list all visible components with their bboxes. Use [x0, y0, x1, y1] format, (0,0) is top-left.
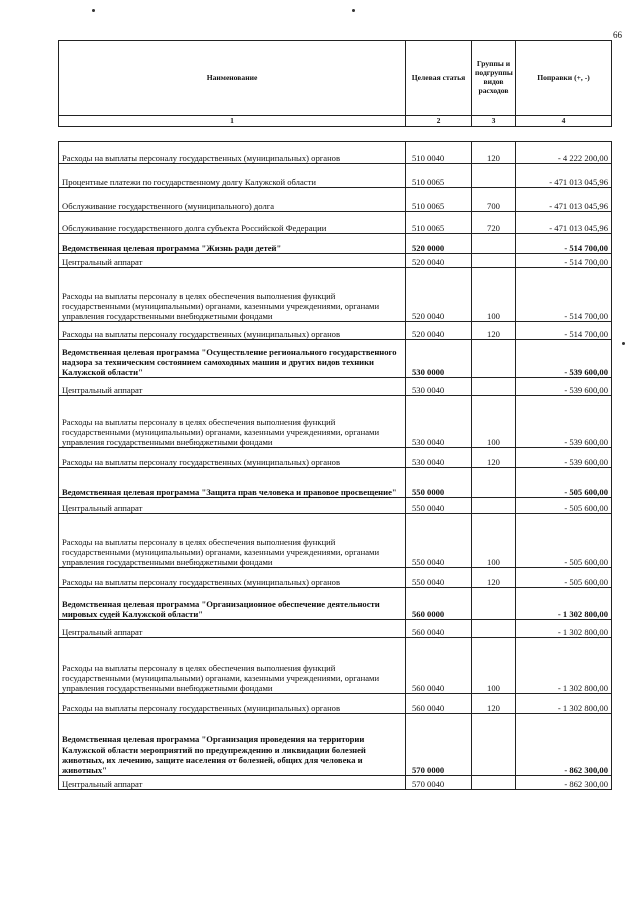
- row-amount: - 1 302 800,00: [516, 588, 612, 620]
- row-amount: - 539 600,00: [516, 340, 612, 378]
- row-group: [472, 588, 516, 620]
- row-code: 570 0000: [406, 714, 472, 776]
- table-row: [59, 234, 612, 254]
- table-row: [59, 396, 612, 448]
- scan-speck: [622, 342, 625, 345]
- row-group: [472, 340, 516, 378]
- row-name: Расходы на выплаты персоналу в целях обеспечения выполнения функций государственными (муниципальными) органами, казенными учреждениями, органами управления государственными внебюджетными фондами: [59, 396, 406, 448]
- row-amount: - 1 302 800,00: [516, 620, 612, 638]
- row-amount: - 505 600,00: [516, 498, 612, 514]
- header-col-number: 3: [472, 116, 516, 127]
- row-amount: - 471 013 045,96: [516, 188, 612, 212]
- row-code: 560 0040: [406, 638, 472, 694]
- row-amount: - 539 600,00: [516, 396, 612, 448]
- table-row: [59, 568, 612, 588]
- row-group: [472, 378, 516, 396]
- row-name: Расходы на выплаты персоналу в целях обеспечения выполнения функций государственными (муниципальными) органами, казенными учреждениями, органами управления государственными внебюджетными фондами: [59, 638, 406, 694]
- table-row: [59, 498, 612, 514]
- row-code: 510 0065: [406, 164, 472, 188]
- table-row: [59, 322, 612, 340]
- row-name: Расходы на выплаты персоналу государственных (муниципальных) органов: [59, 448, 406, 468]
- row-group: [472, 714, 516, 776]
- row-code: 520 0000: [406, 234, 472, 254]
- row-name: Центральный аппарат: [59, 254, 406, 268]
- table-row: [59, 694, 612, 714]
- row-name: Расходы на выплаты персоналу в целях обеспечения выполнения функций государственными (муниципальными) органами, казенными учреждениями, органами управления государственными внебюджетными фондами: [59, 514, 406, 568]
- row-amount: - 514 700,00: [516, 322, 612, 340]
- row-amount: - 862 300,00: [516, 714, 612, 776]
- row-group: 120: [472, 694, 516, 714]
- header-name: Наименование: [59, 41, 406, 116]
- table-row: [59, 514, 612, 568]
- table-row: [59, 714, 612, 776]
- page-number: 66: [613, 30, 622, 40]
- header-amount: Поправки (+, -): [516, 41, 612, 116]
- row-group: [472, 234, 516, 254]
- row-amount: - 471 013 045,96: [516, 212, 612, 234]
- row-group: [472, 498, 516, 514]
- row-name: Центральный аппарат: [59, 620, 406, 638]
- row-name: Расходы на выплаты персоналу в целях обеспечения выполнения функций государственными (муниципальными) органами, казенными учреждениями, органами управления государственными внебюджетными фондами: [59, 268, 406, 322]
- header-col-number: 4: [516, 116, 612, 127]
- table-row: [59, 638, 612, 694]
- table-row: [59, 776, 612, 790]
- row-name: Ведомственная целевая программа "Защита прав человека и правовое просвещение": [59, 468, 406, 498]
- row-group: [472, 254, 516, 268]
- table-row: [59, 254, 612, 268]
- row-code: 530 0040: [406, 448, 472, 468]
- row-group: 100: [472, 396, 516, 448]
- row-group: 720: [472, 212, 516, 234]
- row-name: Обслуживание государственного (муниципального) долга: [59, 188, 406, 212]
- header-col-number: 2: [406, 116, 472, 127]
- row-name: Процентные платежи по государственному долгу Калужской области: [59, 164, 406, 188]
- row-amount: - 514 700,00: [516, 234, 612, 254]
- row-group: [472, 468, 516, 498]
- row-code: 510 0065: [406, 188, 472, 212]
- header-group: Группы и подгруппы видов расходов: [472, 41, 516, 116]
- row-code: 510 0065: [406, 212, 472, 234]
- row-amount: - 505 600,00: [516, 568, 612, 588]
- row-code: 560 0040: [406, 694, 472, 714]
- row-amount: - 514 700,00: [516, 254, 612, 268]
- row-name: Ведомственная целевая программа "Осуществление регионального государственного надзора за техническим состоянием самоходных машин и других видов техники Калужской области": [59, 340, 406, 378]
- row-code: 550 0040: [406, 498, 472, 514]
- row-group: [472, 776, 516, 790]
- row-group: 100: [472, 514, 516, 568]
- table-row: [59, 378, 612, 396]
- row-code: 550 0040: [406, 568, 472, 588]
- row-name: Центральный аппарат: [59, 776, 406, 790]
- row-name: Ведомственная целевая программа "Организационное обеспечение деятельности мировых судей Калужской области": [59, 588, 406, 620]
- row-group: [472, 164, 516, 188]
- row-name: Центральный аппарат: [59, 498, 406, 514]
- row-name: Ведомственная целевая программа "Жизнь ради детей": [59, 234, 406, 254]
- row-amount: - 505 600,00: [516, 468, 612, 498]
- row-code: 530 0040: [406, 396, 472, 448]
- scan-speck: [352, 9, 355, 12]
- row-code: 520 0040: [406, 268, 472, 322]
- row-code: 560 0040: [406, 620, 472, 638]
- budget-table: [58, 40, 611, 790]
- row-code: 530 0000: [406, 340, 472, 378]
- row-amount: - 4 222 200,00: [516, 142, 612, 164]
- row-name: Ведомственная целевая программа "Организация проведения на территории Калужской области мероприятий по предупреждению и ликвидации болезней животных, их лечению, защите населения от болезней, общих для человека и животных": [59, 714, 406, 776]
- row-group: 120: [472, 322, 516, 340]
- header-code: Целевая статья: [406, 41, 472, 116]
- row-group: 120: [472, 142, 516, 164]
- row-name: Расходы на выплаты персоналу государственных (муниципальных) органов: [59, 322, 406, 340]
- row-name: Обслуживание государственного долга субъекта Российской Федерации: [59, 212, 406, 234]
- row-amount: - 1 302 800,00: [516, 638, 612, 694]
- table-row: [59, 164, 612, 188]
- header-col-number: 1: [59, 116, 406, 127]
- row-name: Центральный аппарат: [59, 378, 406, 396]
- row-code: 550 0040: [406, 514, 472, 568]
- row-code: 570 0040: [406, 776, 472, 790]
- row-group: 120: [472, 448, 516, 468]
- row-code: 520 0040: [406, 322, 472, 340]
- row-code: 510 0040: [406, 142, 472, 164]
- table-row: [59, 620, 612, 638]
- row-name: Расходы на выплаты персоналу государственных (муниципальных) органов: [59, 142, 406, 164]
- row-group: 100: [472, 268, 516, 322]
- row-amount: - 514 700,00: [516, 268, 612, 322]
- table-row: [59, 588, 612, 620]
- row-group: [472, 620, 516, 638]
- row-name: Расходы на выплаты персоналу государственных (муниципальных) органов: [59, 694, 406, 714]
- row-code: 520 0040: [406, 254, 472, 268]
- row-amount: - 1 302 800,00: [516, 694, 612, 714]
- scan-speck: [92, 9, 95, 12]
- row-amount: - 505 600,00: [516, 514, 612, 568]
- row-code: 550 0000: [406, 468, 472, 498]
- table-row: [59, 212, 612, 234]
- row-amount: - 539 600,00: [516, 448, 612, 468]
- row-group: 100: [472, 638, 516, 694]
- row-group: 120: [472, 568, 516, 588]
- table-row: [59, 468, 612, 498]
- row-amount: - 862 300,00: [516, 776, 612, 790]
- table-row: [59, 340, 612, 378]
- table-row: [59, 188, 612, 212]
- table-row: [59, 142, 612, 164]
- row-group: 700: [472, 188, 516, 212]
- row-code: 530 0040: [406, 378, 472, 396]
- row-code: 560 0000: [406, 588, 472, 620]
- row-name: Расходы на выплаты персоналу государственных (муниципальных) органов: [59, 568, 406, 588]
- row-amount: - 471 013 045,96: [516, 164, 612, 188]
- table-row: [59, 268, 612, 322]
- table-row: [59, 448, 612, 468]
- row-amount: - 539 600,00: [516, 378, 612, 396]
